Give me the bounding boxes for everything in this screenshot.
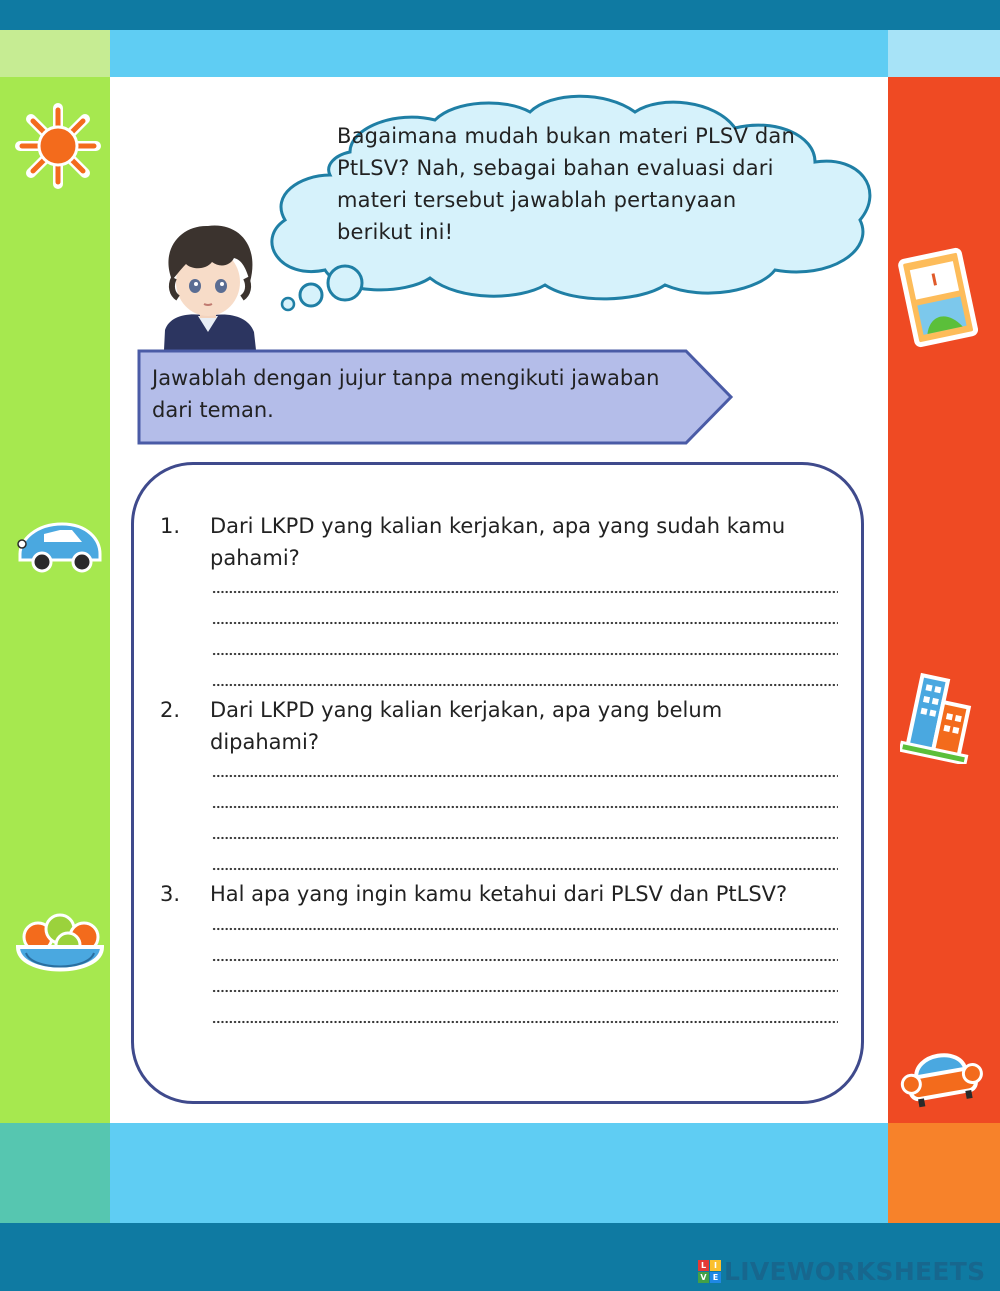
- banner-line: Jawablah dengan jujur tanpa mengikuti jawaban: [152, 366, 660, 390]
- question-number: 2.: [160, 698, 181, 722]
- answer-line-2c[interactable]: [212, 836, 838, 840]
- answer-line-3c[interactable]: [212, 989, 838, 993]
- question-line: Hal apa yang ingin kamu ketahui dari PLSV dan PtLSV?: [210, 882, 788, 906]
- liveworksheets-logo: [698, 1257, 985, 1285]
- question-number: 3.: [160, 882, 181, 906]
- question-text: [210, 878, 830, 910]
- question-line: Dari LKPD yang kalian kerjakan, apa yang belum: [210, 698, 723, 722]
- question-line: Dari LKPD yang kalian kerjakan, apa yang sudah kamu: [210, 514, 786, 538]
- question-line: dipahami?: [210, 730, 319, 754]
- answer-line-3a[interactable]: [212, 927, 838, 931]
- thought-line: Bagaimana mudah bukan materi PLSV dan: [337, 124, 795, 148]
- car-icon: [14, 518, 106, 578]
- top-band-left: [0, 30, 110, 77]
- logo-text: LIVEWORKSHEETS: [724, 1256, 986, 1286]
- top-bar: [0, 0, 1000, 30]
- thought-line: berikut ini!: [337, 220, 454, 244]
- thought-text: [337, 120, 807, 248]
- bottom-band-middle: [110, 1123, 888, 1223]
- logo-box-letter: I: [710, 1260, 721, 1271]
- question-text: [210, 694, 830, 758]
- right-stripe: [888, 77, 1000, 1123]
- buildings-icon: [900, 672, 982, 764]
- boy-character: [150, 220, 270, 350]
- fruit-bowl-icon: [12, 905, 108, 987]
- thought-line: materi tersebut jawablah pertanyaan: [337, 188, 737, 212]
- answer-line-3b[interactable]: [212, 958, 838, 962]
- sun-icon: [12, 100, 104, 192]
- sofa-icon: [898, 1035, 984, 1113]
- question-line: pahami?: [210, 546, 300, 570]
- answer-line-2d[interactable]: [212, 867, 838, 871]
- top-band-middle: [110, 30, 888, 77]
- answer-line-2a[interactable]: [212, 774, 838, 778]
- answer-line-2b[interactable]: [212, 805, 838, 809]
- logo-box-letter: L: [698, 1260, 709, 1271]
- banner-text: [152, 362, 712, 426]
- answer-line-1d[interactable]: [212, 683, 838, 687]
- answer-line-3d[interactable]: [212, 1020, 838, 1024]
- answer-line-1b[interactable]: [212, 621, 838, 625]
- logo-box-letter: E: [710, 1272, 721, 1283]
- bottom-band-left: [0, 1123, 110, 1223]
- thought-line: PtLSV? Nah, sebagai bahan evaluasi dari: [337, 156, 774, 180]
- logo-box-letter: V: [698, 1272, 709, 1283]
- top-band-right: [888, 30, 1000, 77]
- question-text: [210, 510, 830, 574]
- question-number: 1.: [160, 514, 181, 538]
- banner-line: dari teman.: [152, 398, 274, 422]
- bottom-band-right: [888, 1123, 1000, 1223]
- live-logo-icon: [698, 1260, 721, 1283]
- window-icon: [898, 245, 978, 350]
- answer-line-1a[interactable]: [212, 590, 838, 594]
- answer-line-1c[interactable]: [212, 652, 838, 656]
